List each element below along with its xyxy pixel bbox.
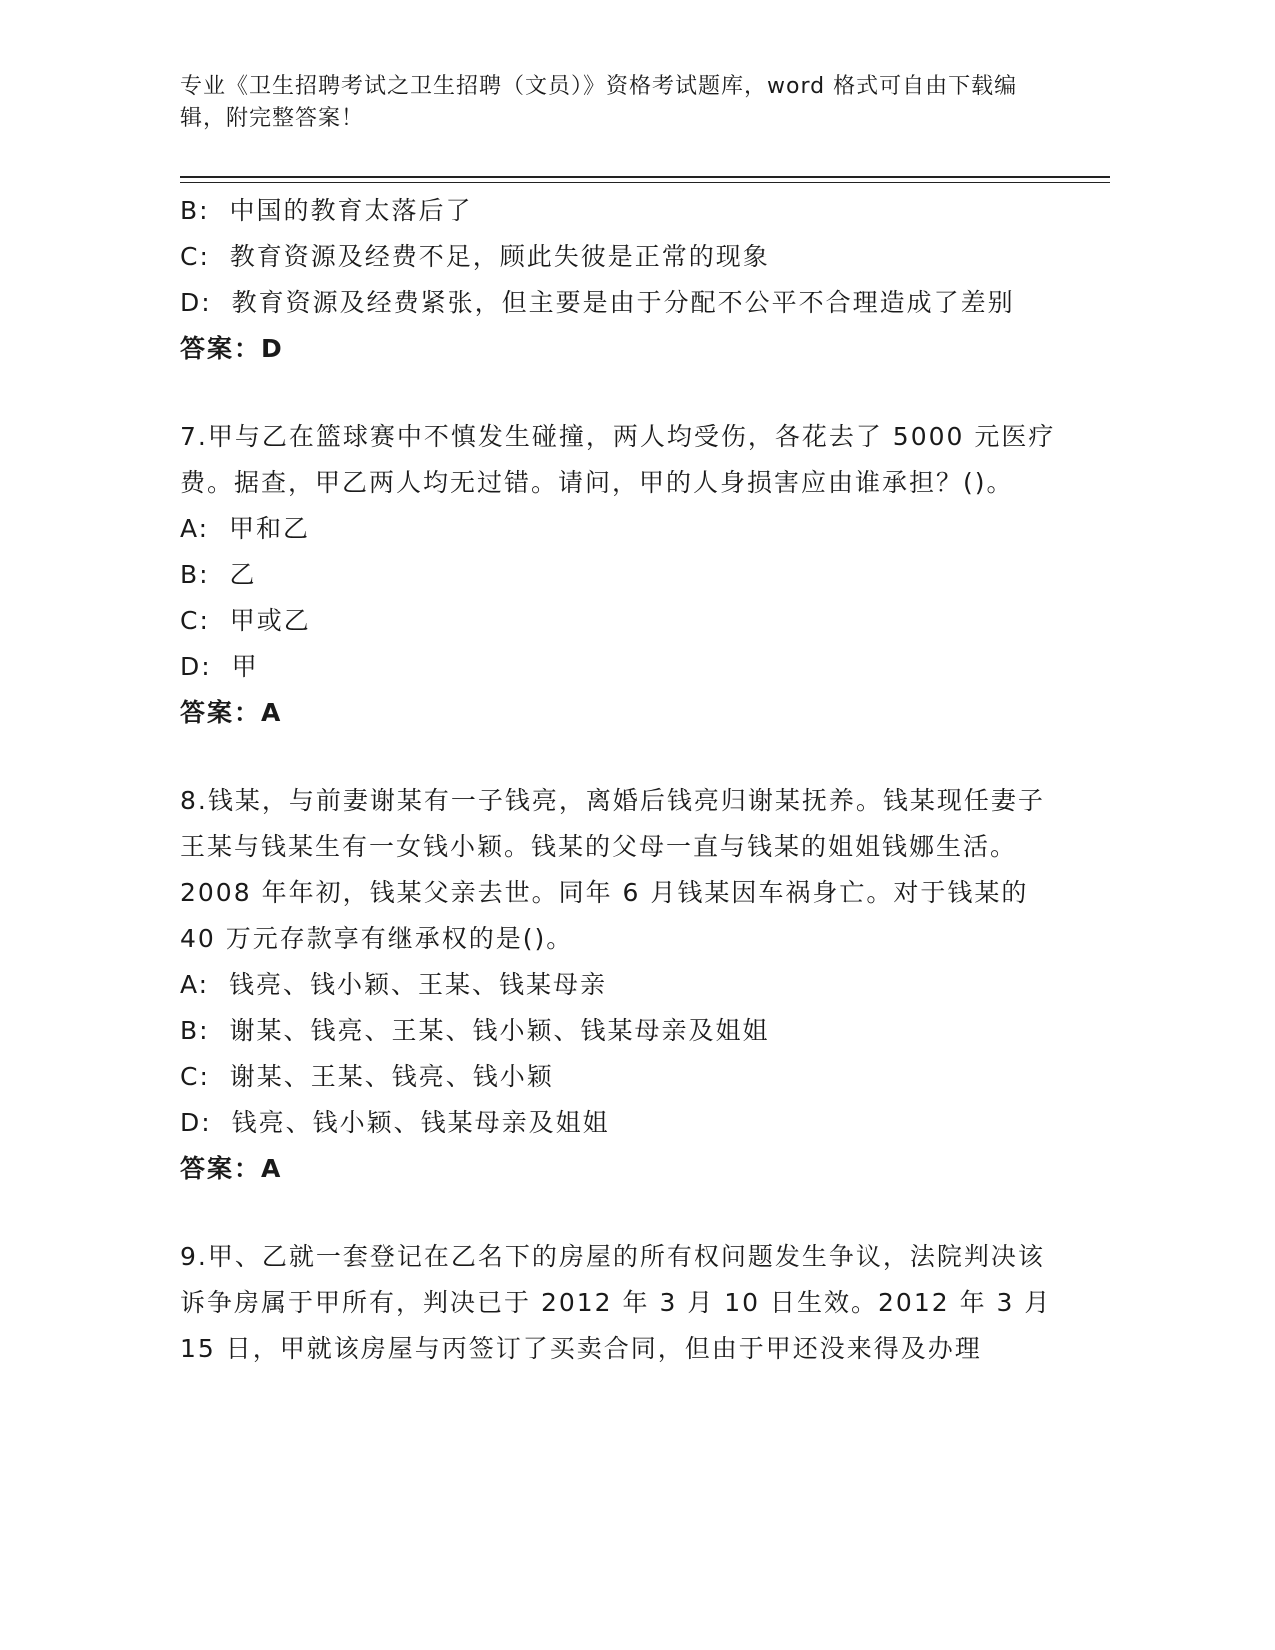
answer-label: 答案：: [180, 1154, 262, 1183]
option-c: C: 甲或乙: [180, 606, 311, 635]
question-8: [180, 778, 1060, 1192]
answer-line: [180, 326, 1060, 372]
option-a: A: 甲和乙: [180, 514, 311, 543]
answer-value: A: [261, 1154, 283, 1183]
answer-label: 答案：: [180, 698, 262, 727]
document-header: [180, 71, 1060, 135]
option-c: C: 谢某、王某、钱亮、钱小颖: [180, 1062, 554, 1091]
header-title: 专业《卫生招聘考试之卫生招聘（文员）》资格考试题库，word 格式可自由下载编辑，附完整答案！: [180, 74, 1018, 131]
header-rule-thick: [180, 176, 1110, 178]
answer-line: [180, 690, 1060, 736]
option-a: A: 钱亮、钱小颖、王某、钱某母亲: [180, 970, 608, 999]
answer-label: 答案：: [180, 334, 262, 363]
option-d: D: 教育资源及经费紧张，但主要是由于分配不公平不合理造成了差别: [180, 288, 1015, 317]
answer-value: A: [261, 698, 283, 727]
option-d: D: 甲: [180, 652, 259, 681]
question-9: [180, 1234, 1060, 1372]
question-stem: 9.甲、乙就一套登记在乙名下的房屋的所有权问题发生争议，法院判决该诉争房属于甲所有，判决已于 2012 年 3 月 10 日生效。2012 年 3 月 15 日，甲就该房屋与丙签订了买卖合同，但由于甲还没来得及办理: [180, 1242, 1052, 1363]
option-d: D: 钱亮、钱小颖、钱某母亲及姐姐: [180, 1108, 610, 1137]
option-b: B: 谢某、钱亮、王某、钱小颖、钱某母亲及姐姐: [180, 1016, 770, 1045]
header-rule-thin: [180, 182, 1110, 183]
question-stem: 8.钱某，与前妻谢某有一子钱亮，离婚后钱亮归谢某抚养。钱某现任妻子王某与钱某生有一女钱小颖。钱某的父母一直与钱某的姐姐钱娜生活。2008 年年初，钱某父亲去世。同年 6 月钱某因车祸身亡。对于钱某的 40 万元存款享有继承权的是()。: [180, 786, 1045, 953]
question-stem: 7.甲与乙在篮球赛中不慎发生碰撞，两人均受伤，各花去了 5000 元医疗费。据查，甲乙两人均无过错。请问，甲的人身损害应由谁承担？()。: [180, 422, 1056, 497]
option-b: B: 中国的教育太落后了: [180, 196, 473, 225]
question-content: [180, 188, 1060, 1372]
option-b: B: 乙: [180, 560, 257, 589]
question-7: [180, 414, 1060, 736]
option-c: C: 教育资源及经费不足，顾此失彼是正常的现象: [180, 242, 770, 271]
answer-line: [180, 1146, 1060, 1192]
question-6-tail: [180, 188, 1060, 372]
answer-value: D: [261, 334, 284, 363]
